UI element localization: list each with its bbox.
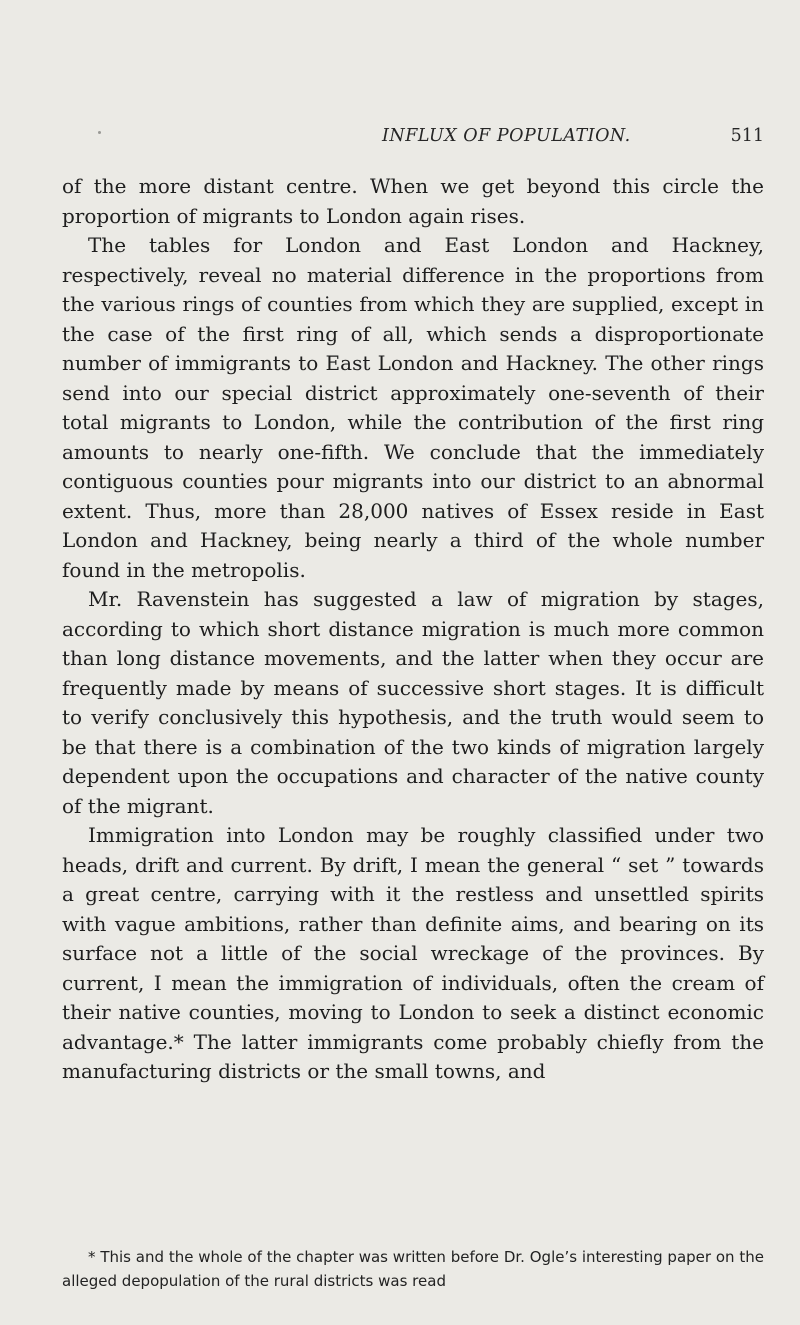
running-title: INFLUX OF POPULATION.: [382, 126, 631, 146]
page-number: 511: [730, 126, 764, 146]
paragraph: Mr. Ravenstein has suggested a law of migration by stages, according to which short distance migration is much more common than long distance movements, and the latter when they occur are frequently made by means of successive short stages. It is difficult to verify conclusively this hypothesis, and the truth would seem to be that there is a combination of the two kinds of migration largely dependent upon the occupations and character of the native county of the migrant.: [62, 587, 764, 818]
body-text: [62, 172, 764, 1087]
paragraph: The tables for London and East London and Hackney, respectively, reveal no material difference in the proportions from the various rings of counties from which they are supplied, except in the case of the first ring of all, which sends a disproportionate number of immigrants to East London and Hackney. The other rings send into our special district approximately one-seventh of their total migrants to London, while the contribution of the first ring amounts to nearly one-fifth. We conclude that the immediately contiguous counties pour migrants into our district to an abnormal extent. Thus, more than 28,000 natives of Essex reside in East London and Hackney, being nearly a third of the whole number found in the metropolis.: [62, 233, 764, 582]
running-header: [60, 126, 764, 150]
paragraph: Immigration into London may be roughly classified under two heads, drift and current. By drift, I mean the general “ set ” towards a great centre, carrying with it the restless and unsettled spirits with vague ambitions, rather than definite aims, and bearing on its surface not a little of the social wreckage of the provinces. By current, I mean the immigration of individuals, often the cream of their native counties, moving to London to seek a distinct economic advantage.* The latter immigrants come probably chiefly from the manufacturing districts or the small towns, and: [62, 823, 764, 1083]
footnote: * This and the whole of the chapter was written before Dr. Ogle’s interesting paper on the alleged depopulation of the rural districts was read: [62, 1248, 764, 1290]
paragraph: of the more distant centre. When we get beyond this circle the proportion of migrants to London again rises.: [62, 174, 764, 228]
